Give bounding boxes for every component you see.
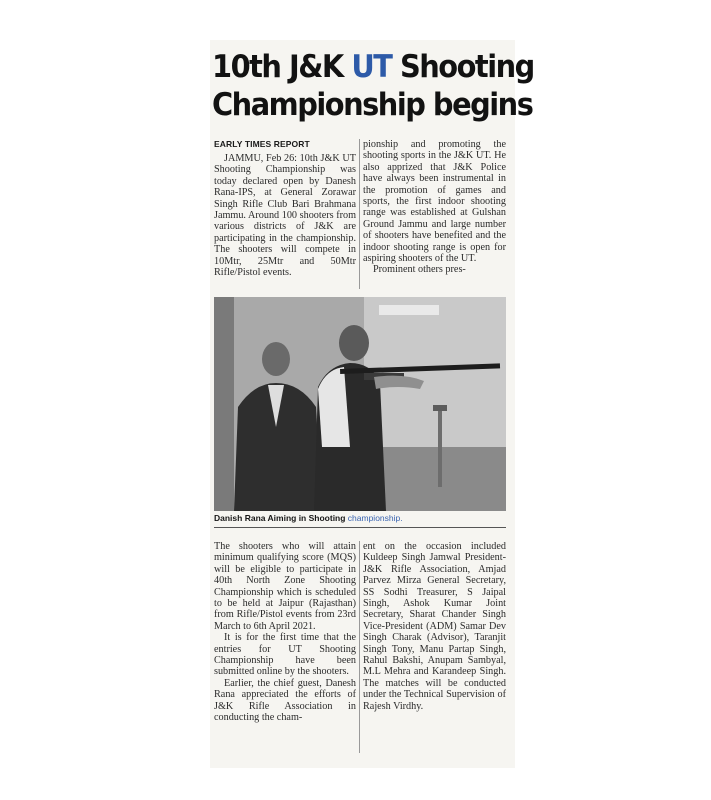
article-column-4	[363, 541, 506, 712]
caption-bold: Danish Rana Aiming in Shooting	[214, 513, 346, 523]
article-paragraph: JAMMU, Feb 26: 10th J&K UT Shooting Championship was today declared open by Danesh Rana-IPS, at General Zorawar Singh Rifle Club Bari Brahmana Jammu. Around 100 shooters from various districts of J&K are participating in the championship. The shooters will compete in 10Mtr, 25Mtr and 50Mtr Rifle/Pistol events.	[214, 153, 356, 279]
article-paragraph: The shooters who will attain minimum qualifying score (MQS) will be eligible to participate in 40th North Zone Shooting Championship which is scheduled to be held at Jaipur (Rajasthan) from Rifle/Pistol events from 23rd March to 6th April 2021.	[214, 541, 356, 632]
headline-line2: Championship begins	[212, 87, 533, 123]
shooting-photo-illustration	[214, 297, 506, 511]
column-divider	[359, 139, 360, 289]
photo-caption	[214, 513, 506, 523]
article-paragraph: Prominent others pres-	[373, 264, 466, 276]
headline-line1-prefix: 10th J&K	[212, 49, 352, 85]
column-divider	[359, 541, 360, 753]
news-photo	[214, 297, 506, 511]
article-paragraph: pionship and promoting the shooting sports in the J&K UT. He also apprized that J&K Police have always been instrumental in the promotion of games and sports, the first indoor shooting range was established at Gulshan Ground Jammu and large number of shooters have benefited and the indoor shooting range is open for aspiring shooters of the UT.	[363, 139, 506, 265]
caption-rule	[214, 527, 506, 528]
article-column-1	[214, 153, 356, 278]
byline: EARLY TIMES REPORT	[214, 139, 310, 149]
article-column-3	[214, 541, 356, 724]
article-paragraph: ent on the occasion included Kuldeep Singh Jamwal President-J&K Rifle Association, Amjad Parvez Mirza General Secretary, SS Sodhi Treasurer, S Jaipal Singh, Ashok Kumar Joint Secretary, Sharat Chander Singh Vice-President (ADM) Samar Dev Singh Charak (Advisor), Taranjit Singh Tony, Manu Partap Singh, Rahul Bakshi, Anupam Sambyal, M.L Mehra and Karandeep Singh. The matches will be conducted under the Technical Supervision of Rajesh Virdhy.	[363, 541, 506, 712]
article-column-2	[363, 139, 506, 276]
article-paragraph: Earlier, the chief guest, Danesh Rana appreciated the efforts of J&K Rifle Association in conducting the cham-	[214, 677, 356, 724]
headline-line1-suffix: Shooting	[391, 49, 534, 85]
article-paragraph: It is for the first time that the entries for UT Shooting Championship have been submitted online by the shooters.	[214, 632, 356, 678]
headline	[212, 48, 534, 124]
headline-ut: UT	[351, 49, 392, 85]
caption-light: championship.	[345, 513, 403, 523]
